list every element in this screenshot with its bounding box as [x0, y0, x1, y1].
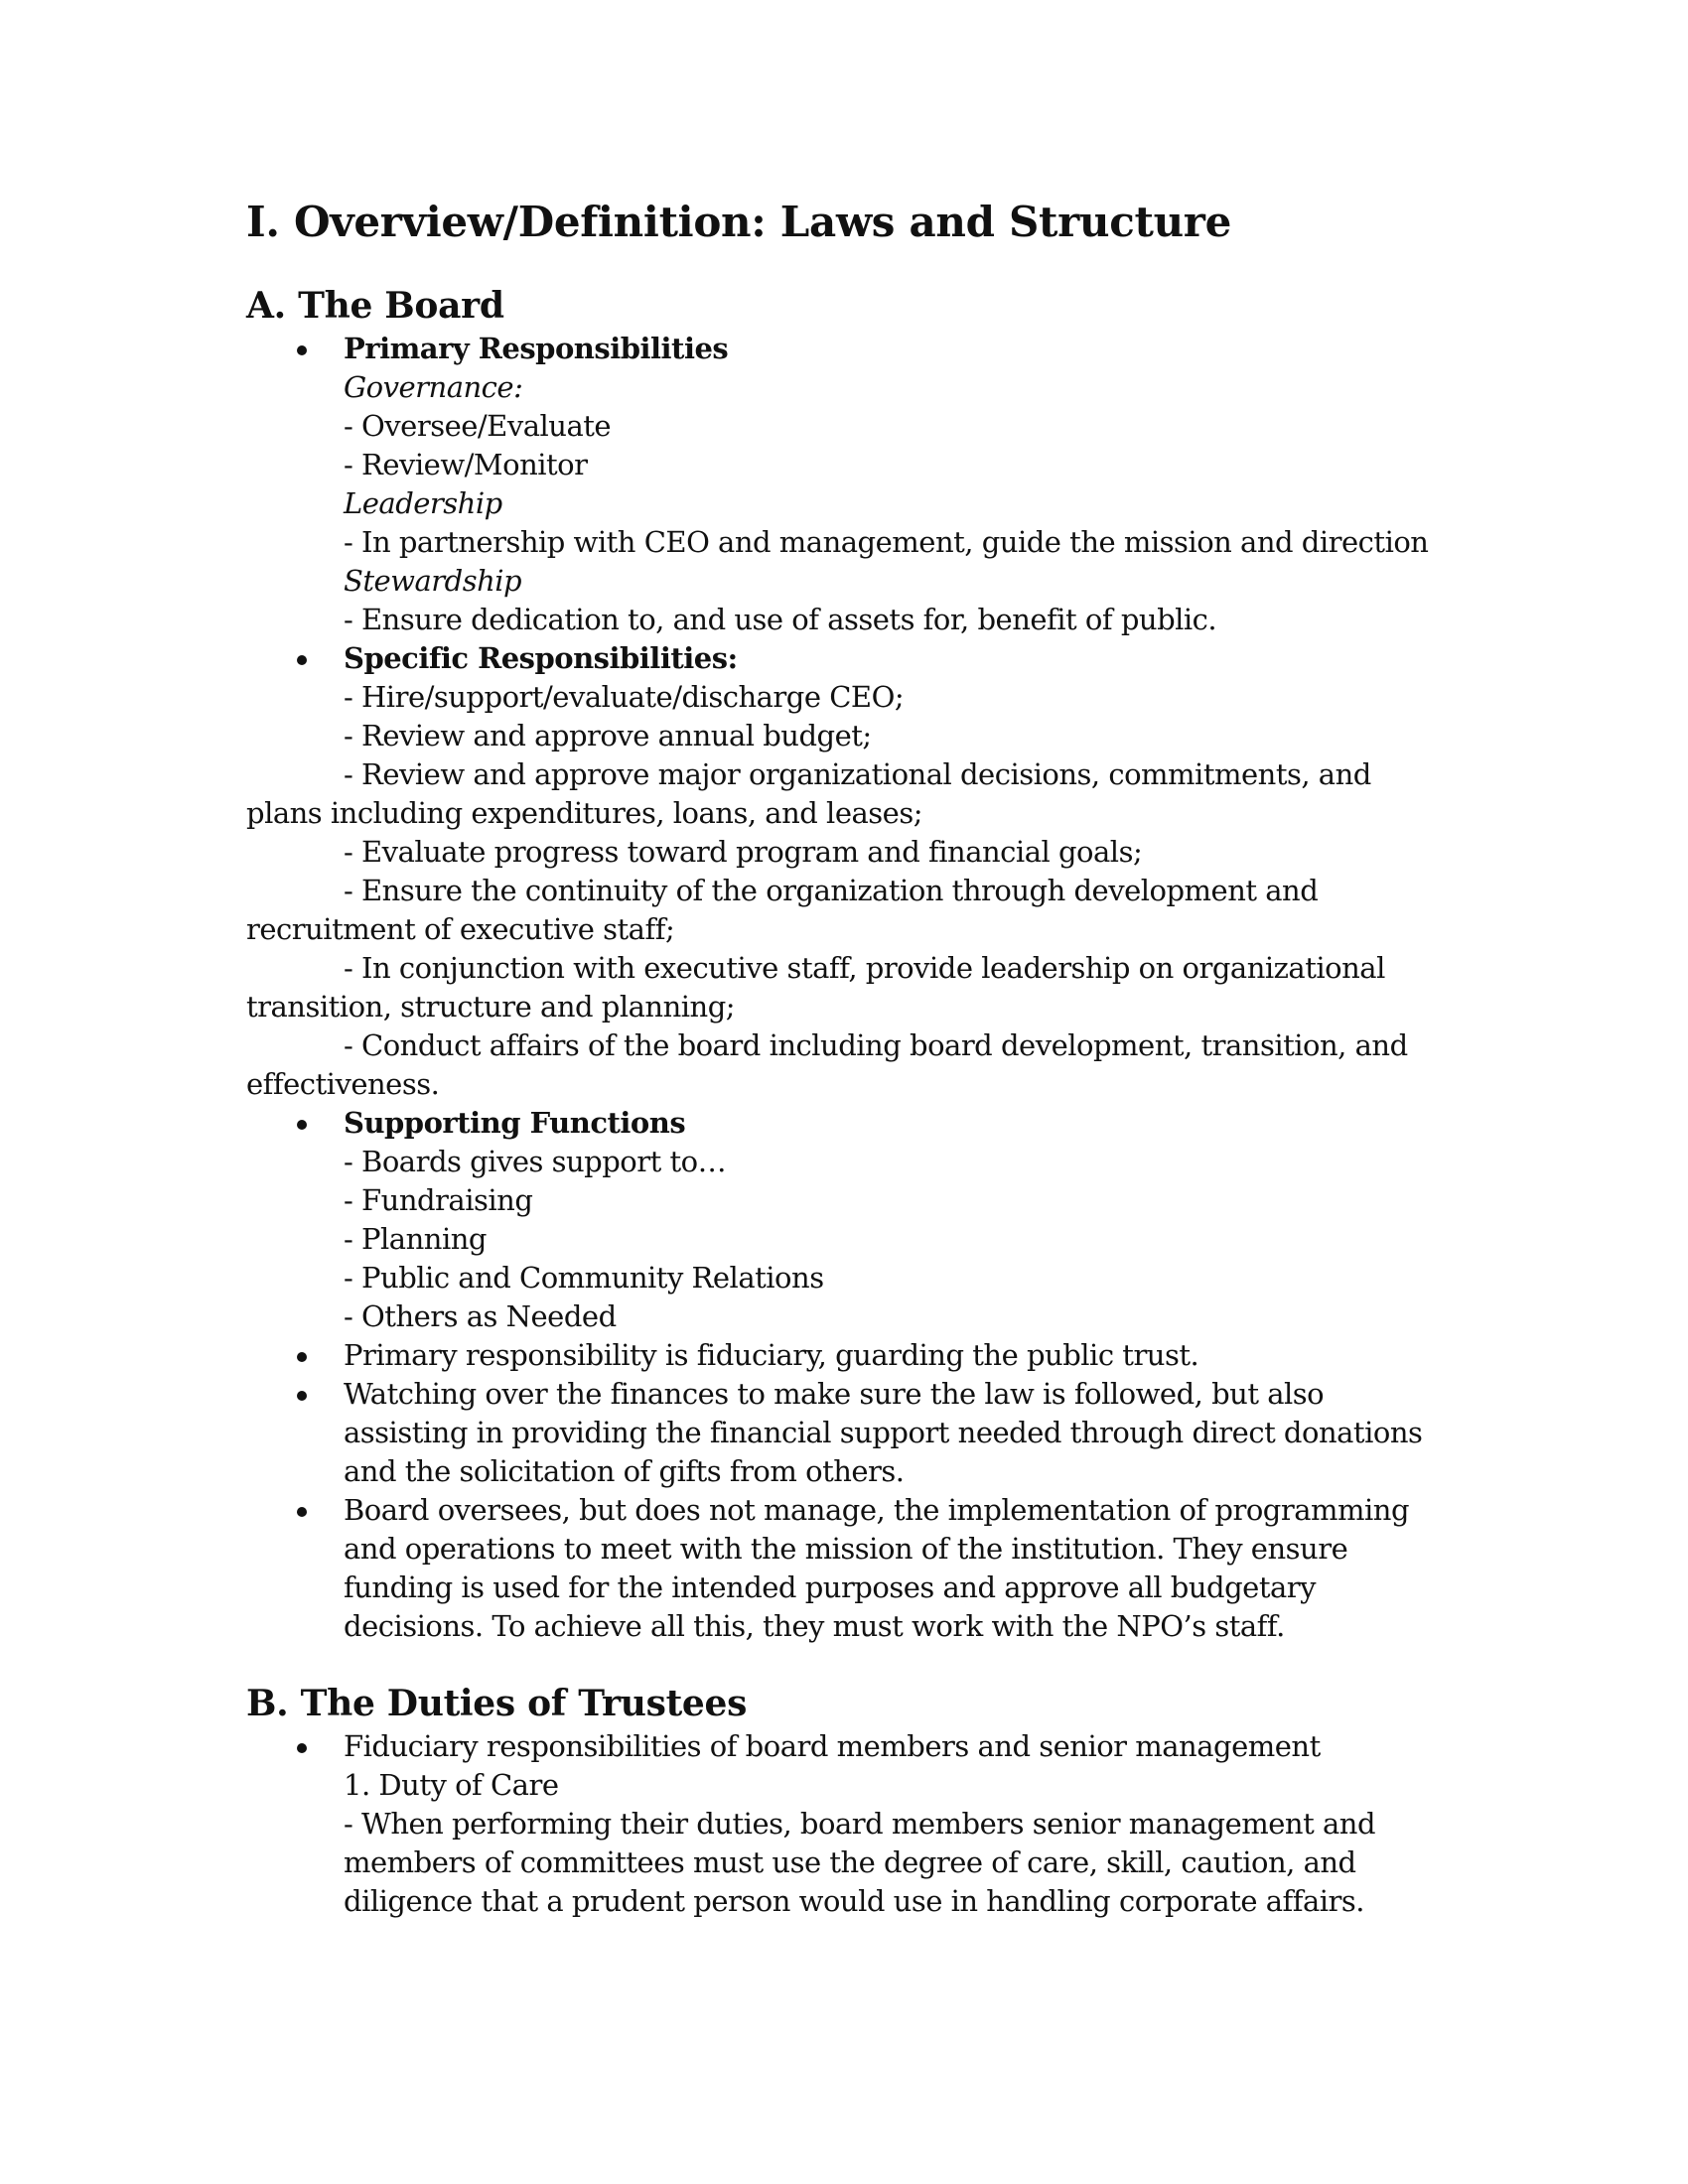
- bullet-board-oversees: [246, 1491, 1497, 1646]
- bullet-text: Primary responsibility is fiduciary, guarding the public trust.: [344, 1338, 1199, 1372]
- bullet-dot: [297, 345, 307, 355]
- bullet-fiduciary: [246, 1336, 1497, 1375]
- stewardship-label: Stewardship: [344, 564, 522, 598]
- primary-label: Primary Responsibilities: [344, 332, 729, 365]
- duty-text: members of committees must use the degree of care, skill, caution, and: [344, 1845, 1356, 1879]
- governance-label: Governance:: [344, 370, 523, 404]
- specific-item-continuation: plans including expenditures, loans, and leases;: [246, 796, 922, 830]
- bullet-fiduciary-responsibilities: [246, 1727, 1497, 1766]
- supporting-item: - Others as Needed: [344, 1299, 617, 1333]
- bullet-text: assisting in providing the financial support needed through direct donations: [344, 1416, 1423, 1449]
- bullet-text: Watching over the finances to make sure the law is followed, but also: [344, 1377, 1325, 1411]
- bullet-dot: [297, 1743, 307, 1753]
- supporting-item: - Fundraising: [344, 1183, 533, 1217]
- bullet-text: Board oversees, but does not manage, the implementation of programming: [344, 1493, 1410, 1527]
- section-a-heading: A. The Board: [246, 285, 504, 327]
- bullet-primary-responsibilities: [246, 330, 1497, 368]
- page-title: I. Overview/Definition: Laws and Structure: [246, 198, 1232, 246]
- specific-item: - Review and approve annual budget;: [344, 719, 872, 752]
- document-page: [246, 195, 1497, 1921]
- specific-item-continuation: transition, structure and planning;: [246, 990, 736, 1024]
- specific-item: - Hire/support/evaluate/discharge CEO;: [344, 680, 905, 714]
- bullet-text: and the solicitation of gifts from others.: [344, 1454, 905, 1488]
- supporting-item: - Boards gives support to…: [344, 1145, 727, 1178]
- governance-item: - Oversee/Evaluate: [344, 409, 612, 443]
- stewardship-item: - Ensure dedication to, and use of assets for, benefit of public.: [344, 603, 1217, 636]
- supporting-label: Supporting Functions: [344, 1106, 686, 1140]
- specific-label: Specific Responsibilities:: [344, 641, 738, 675]
- duty-text: diligence that a prudent person would use in handling corporate affairs.: [344, 1884, 1365, 1918]
- section-b-heading: B. The Duties of Trustees: [246, 1683, 748, 1724]
- leadership-item: - In partnership with CEO and management, guide the mission and direction: [344, 525, 1429, 559]
- duty-text: - When performing their duties, board members senior management and: [344, 1807, 1376, 1841]
- specific-item-continuation: recruitment of executive staff;: [246, 912, 675, 946]
- bullet-dot: [297, 1391, 307, 1401]
- supporting-item: - Planning: [344, 1222, 487, 1256]
- bullet-dot: [297, 655, 307, 665]
- governance-item: - Review/Monitor: [344, 448, 588, 481]
- bullet-text: and operations to meet with the mission of the institution. They ensure: [344, 1532, 1348, 1566]
- bullet-specific-responsibilities: [246, 639, 1497, 678]
- bullet-dot: [297, 1352, 307, 1362]
- leadership-label: Leadership: [344, 486, 502, 520]
- specific-item: - Conduct affairs of the board including board development, transition, and: [344, 1028, 1408, 1062]
- bullet-dot: [297, 1120, 307, 1130]
- bullet-text: funding is used for the intended purposes and approve all budgetary: [344, 1570, 1317, 1604]
- bullet-text: decisions. To achieve all this, they must work with the NPO’s staff.: [344, 1609, 1285, 1643]
- specific-item-continuation: effectiveness.: [246, 1067, 440, 1101]
- specific-item: - Ensure the continuity of the organization through development and: [344, 874, 1319, 907]
- bullet-finances: [246, 1375, 1497, 1491]
- bullet-dot: [297, 1507, 307, 1517]
- specific-item: - In conjunction with executive staff, provide leadership on organizational: [344, 951, 1385, 985]
- bullet-text: Fiduciary responsibilities of board members and senior management: [344, 1729, 1321, 1763]
- specific-item: - Evaluate progress toward program and financial goals;: [344, 835, 1143, 869]
- bullet-supporting-functions: [246, 1104, 1497, 1143]
- specific-item: - Review and approve major organizational decisions, commitments, and: [344, 757, 1371, 791]
- supporting-item: - Public and Community Relations: [344, 1261, 824, 1295]
- duty-label: 1. Duty of Care: [344, 1768, 559, 1802]
